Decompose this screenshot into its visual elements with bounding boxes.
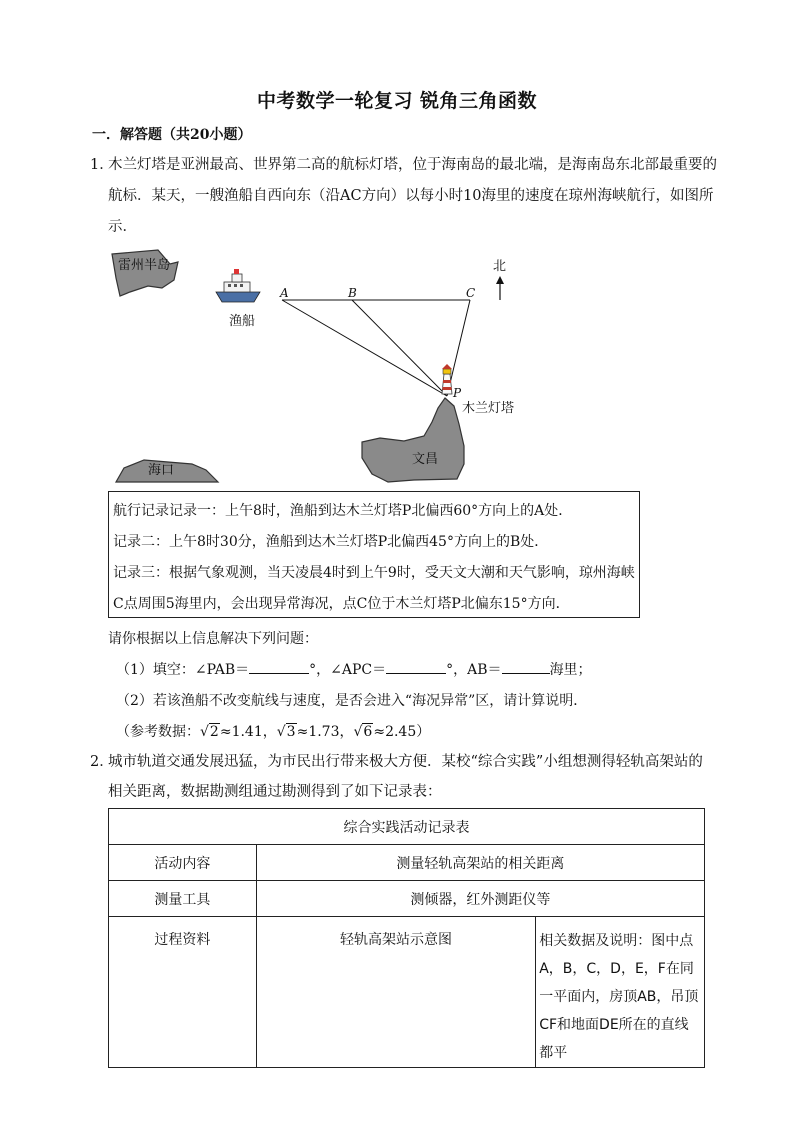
boat-icon (216, 269, 260, 302)
diagram-caption: 轻轨高架站示意图 (256, 917, 535, 1068)
leizhou-label: 雷州半岛 (118, 258, 171, 273)
table-cell-value: 测量轻轨高架站的相关距离 (256, 845, 704, 881)
answer-blank-apc[interactable] (386, 659, 446, 674)
sqrt-sign-icon: √ (200, 724, 209, 740)
sqrt-radicand-6: 6 (363, 724, 373, 740)
q1-prompt: 请你根据以上信息解决下列问题： (108, 631, 318, 647)
sqrt-radicand-2: 2 (209, 724, 219, 740)
leizhou-peninsula-shape (112, 250, 178, 296)
record-line-3: 记录三：根据气象观测，当天凌晨4时到上午9时，受天文大潮和天气影响，琼州海峡 (113, 565, 635, 581)
data-description: 相关数据及说明：图中点A，B，C，D，E，F在同一平面内，房顶AB，吊顶CF和地面DE所在的直线都平 (536, 917, 705, 1068)
q1-reference-data (116, 721, 430, 741)
part1-text-b: °，∠APC＝ (309, 662, 387, 678)
q1-part2: （2）若该渔船不改变航线与速度，是否会进入“海况异常”区，请计算说明． (116, 693, 588, 709)
sqrt-radicand-3: 3 (286, 724, 296, 740)
reference-value-2: ≈1.41， (219, 724, 277, 740)
q2-text-line1: 城市轨道交通发展迅猛，为市民出行带来极大方便．某校“综合实践”小组想测得轻轨高架站的 (108, 754, 703, 770)
record-line-4: C点周围5海里内，会出现异常海况，点C位于木兰灯塔P北偏东15°方向． (113, 596, 570, 612)
point-p-label: P (453, 386, 462, 400)
q1-number: 1． (90, 157, 114, 173)
table-cell-label: 过程资料 (109, 917, 257, 1068)
reference-prefix: （参考数据： (116, 724, 200, 740)
boat-label: 渔船 (229, 314, 256, 329)
answer-blank-ab[interactable] (502, 659, 550, 674)
q1-text-line1: 木兰灯塔是亚洲最高、世界第二高的航标灯塔，位于海南岛的最北端，是海南岛东北部最重要的 (108, 157, 717, 173)
navigation-record-box (108, 491, 640, 618)
haikou-label: 海口 (148, 463, 175, 478)
q1-map-figure (108, 248, 528, 484)
q1-text-line3: 示． (108, 219, 137, 235)
point-b-label: B (348, 286, 357, 300)
north-arrow-icon (496, 276, 504, 300)
reference-value-3: ≈1.73， (296, 724, 354, 740)
sqrt-sign-icon: √ (353, 724, 363, 740)
activity-record-table (108, 808, 705, 1068)
answer-blank-pab[interactable] (249, 659, 309, 674)
table-cell-value: 测倾器，红外测距仪等 (256, 881, 704, 917)
table-cell-label: 测量工具 (109, 881, 257, 917)
record-line-1: 航行记录记录一：上午8时，渔船到达木兰灯塔P北偏西60°方向上的A处． (113, 503, 573, 519)
table-row (109, 917, 705, 1068)
wenchang-label: 文昌 (412, 452, 439, 467)
q1-part1 (116, 659, 592, 679)
part1-text-c: °，AB＝ (446, 662, 502, 678)
lighthouse-label: 木兰灯塔 (462, 401, 515, 416)
q2-text-line2: 相关距离，数据勘测组通过勘测得到了如下记录表： (108, 784, 442, 800)
point-a-label: A (280, 286, 289, 300)
table-cell-label: 活动内容 (109, 845, 257, 881)
part1-text-a: （1）填空：∠PAB＝ (116, 662, 250, 678)
sqrt-sign-icon: √ (276, 724, 286, 740)
table-title: 综合实践活动记录表 (109, 809, 705, 845)
q1-map-svg (108, 248, 528, 484)
lighthouse-icon (442, 364, 452, 394)
part1-text-d: 海里； (549, 662, 592, 678)
north-label: 北 (493, 259, 507, 274)
section-heading: 一．解答题（共20小题） (92, 127, 252, 143)
record-line-2: 记录二：上午8时30分，渔船到达木兰灯塔P北偏西45°方向上的B处． (113, 534, 549, 550)
page-title: 中考数学一轮复习 锐角三角函数 (256, 90, 538, 112)
table-row (109, 845, 705, 881)
table-row (109, 809, 705, 845)
q1-text-line2: 航标．某天，一艘渔船自西向东（沿AC方向）以每小时10海里的速度在琼州海峡航行，如图所 (108, 188, 714, 204)
q2-number: 2． (90, 754, 114, 770)
point-c-label: C (466, 286, 476, 300)
reference-value-6: ≈2.45） (373, 724, 431, 740)
wenchang-island-shape (362, 398, 464, 482)
table-row (109, 881, 705, 917)
